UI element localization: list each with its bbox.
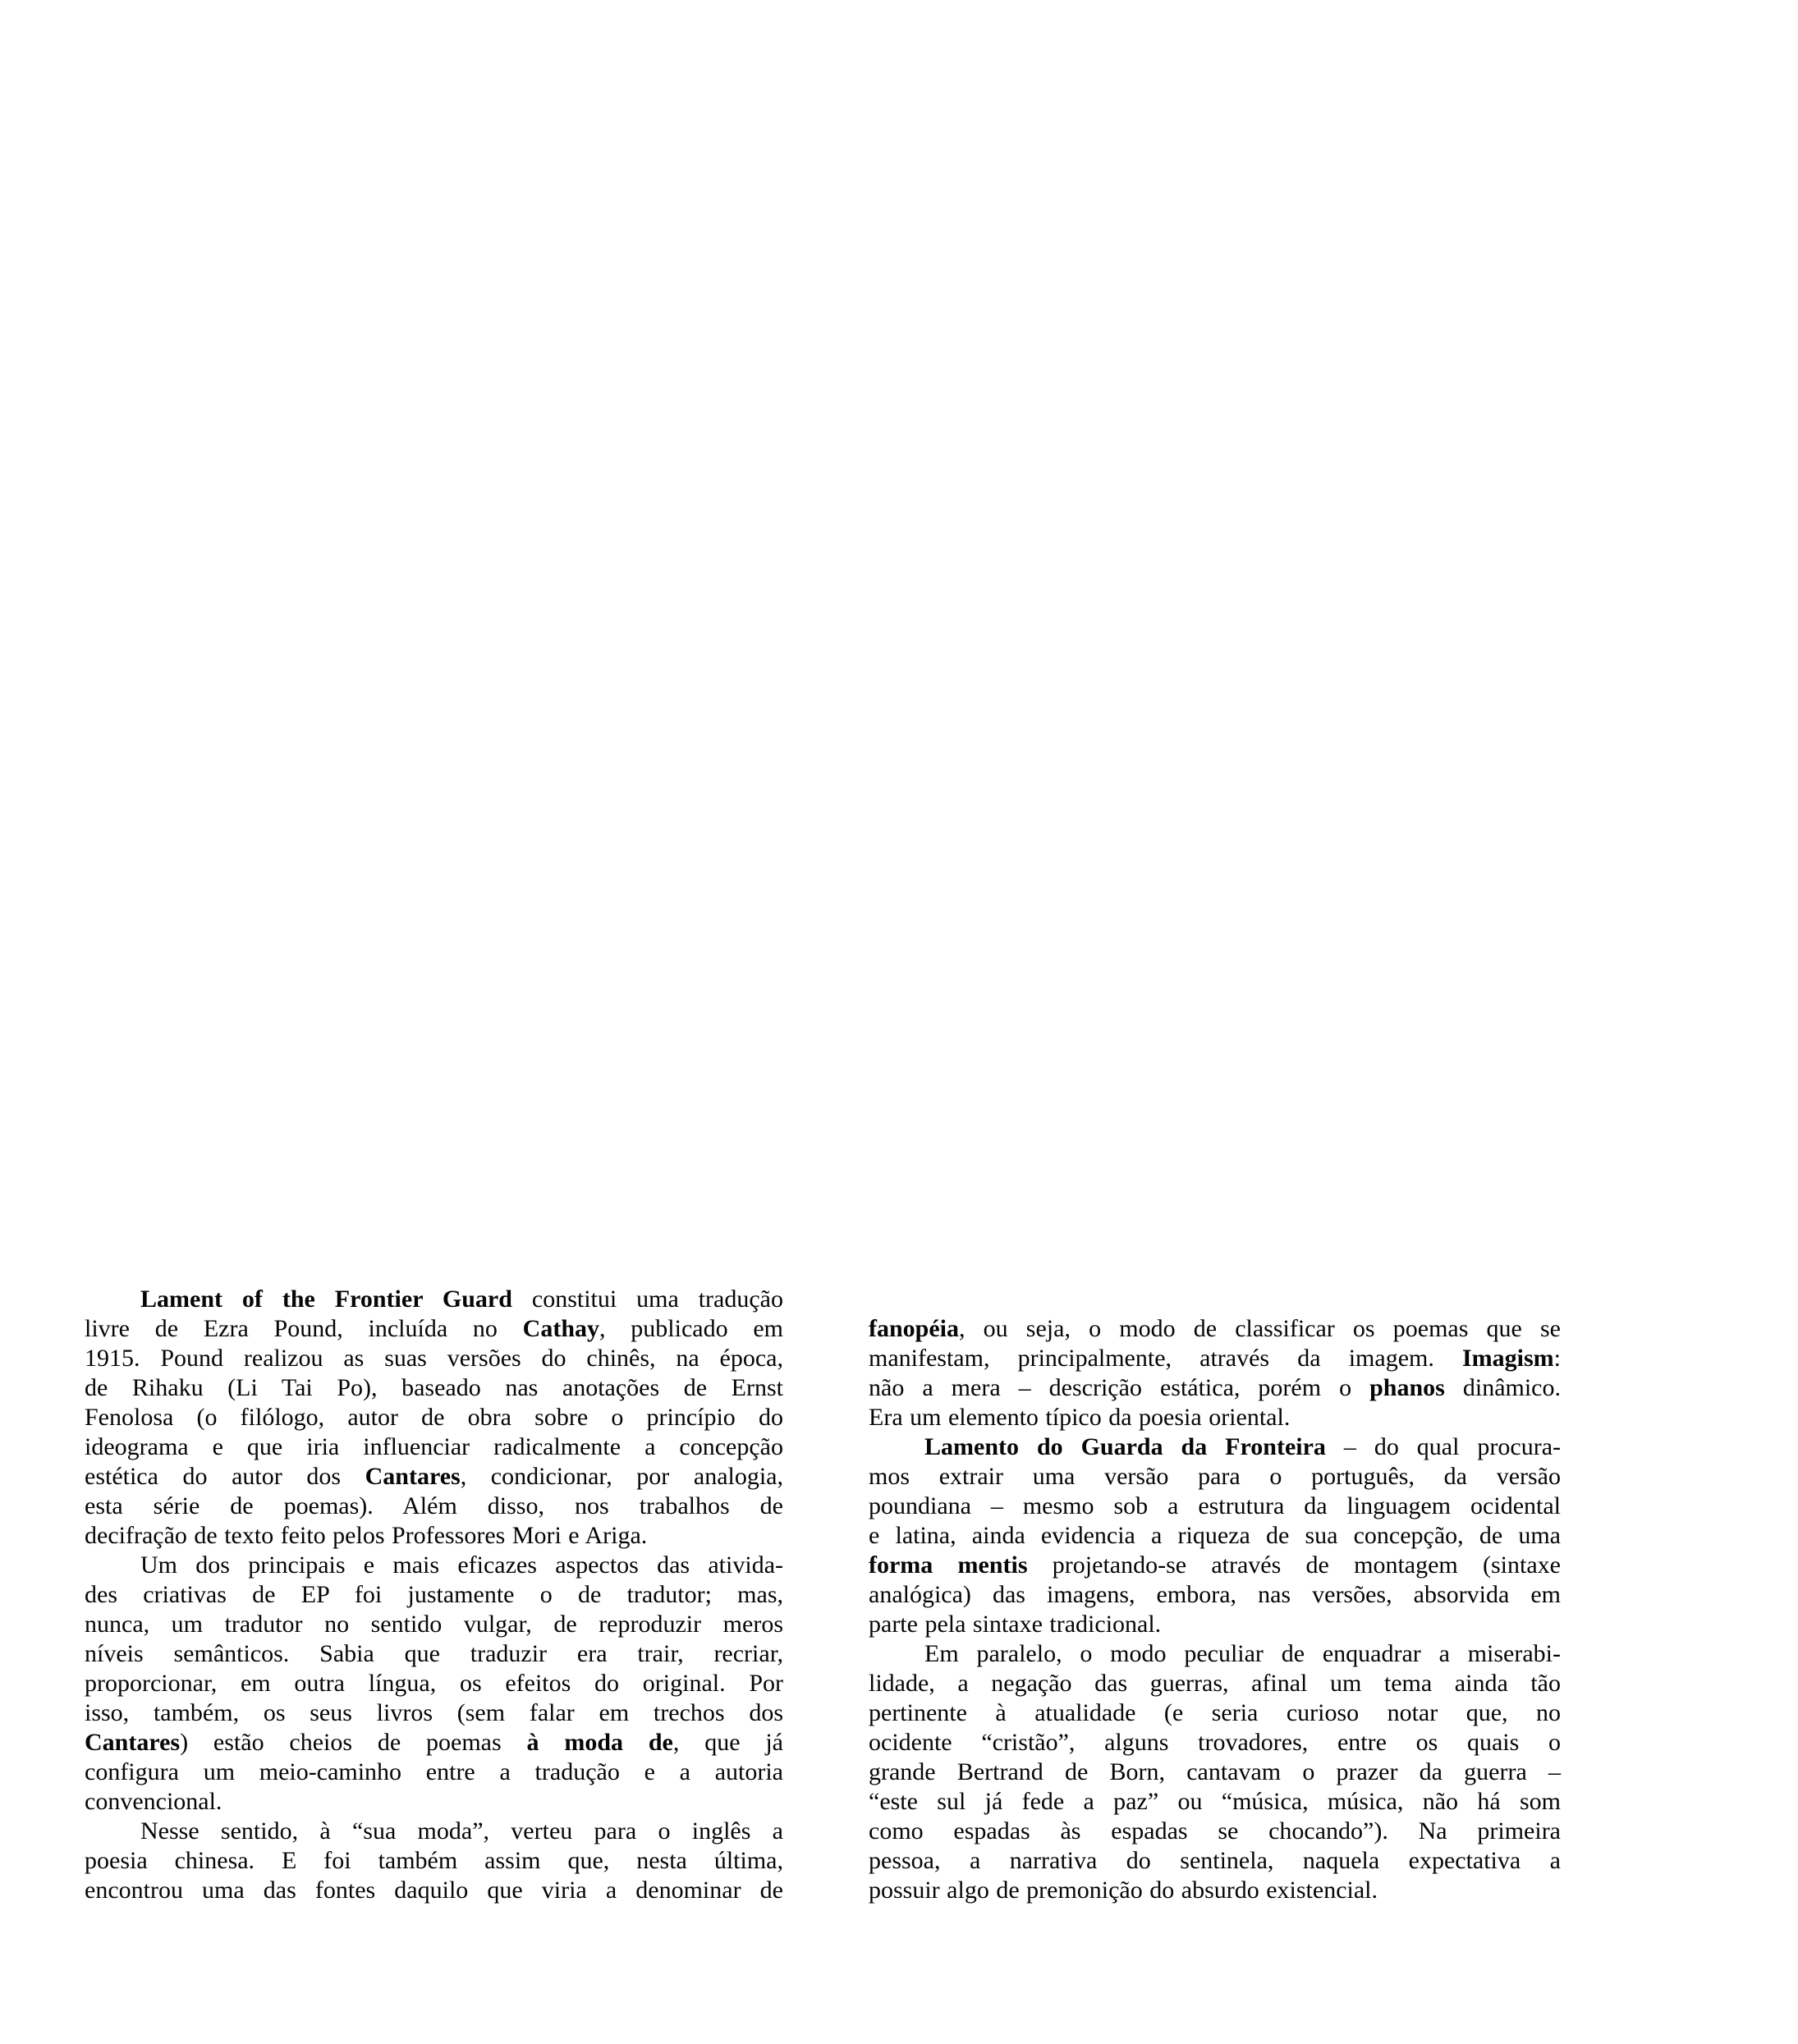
text-line: Em paralelo, o modo peculiar de enquadrar a miserabi-	[924, 1640, 1561, 1667]
text-line: não a mera – descrição estática, porém o phanos dinâmico.	[869, 1374, 1562, 1401]
text-line: “este sul já fede a paz” ou “música, música, não há som	[869, 1788, 1561, 1815]
text-line: estética do autor dos Cantares, condicionar, por analogia,	[85, 1463, 783, 1490]
bold-text: à moda de	[526, 1729, 673, 1756]
text-line: Cantares) estão cheios de poemas à moda de, que já	[85, 1729, 783, 1756]
text-line: possuir algo de premonição do absurdo existencial.	[869, 1877, 1378, 1904]
text-line: manifestam, principalmente, através da imagem. Imagism:	[869, 1345, 1561, 1372]
right-column	[869, 1314, 1561, 1905]
left-column	[85, 1285, 783, 1905]
text-line: Era um elemento típico da poesia oriental.	[869, 1404, 1291, 1431]
text-line: configura um meio-caminho entre a tradução e a autoria	[85, 1758, 783, 1785]
text-line: proporcionar, em outra língua, os efeitos do original. Por	[85, 1670, 783, 1697]
bold-text: Cathay	[522, 1315, 600, 1342]
text-line: decifração de texto feito pelos Professores Mori e Ariga.	[85, 1522, 648, 1549]
text-line: des criativas de EP foi justamente o de tradutor; mas,	[85, 1581, 783, 1608]
bold-text: Imagism	[1461, 1345, 1554, 1372]
bold-text: Cantares	[365, 1463, 461, 1490]
text-line: grande Bertrand de Born, cantavam o prazer da guerra –	[869, 1758, 1561, 1785]
text-line: como espadas às espadas se chocando”). Na primeira	[869, 1817, 1561, 1845]
text-line: pertinente à atualidade (e seria curioso notar que, no	[869, 1699, 1561, 1726]
text-line: nunca, um tradutor no sentido vulgar, de reproduzir meros	[85, 1611, 783, 1638]
bold-text: Cantares	[85, 1729, 181, 1756]
text-line: mos extrair uma versão para o português, da versão	[869, 1463, 1561, 1490]
text-line: poesia chinesa. E foi também assim que, nesta última,	[85, 1847, 783, 1874]
text-line: livre de Ezra Pound, incluída no Cathay, publicado em	[85, 1315, 784, 1342]
text-line: forma mentis projetando-se através de montagem (sintaxe	[869, 1551, 1561, 1579]
text-line: parte pela sintaxe tradicional.	[869, 1611, 1162, 1638]
text-line: fanopéia, ou seja, o modo de classificar os poemas que se	[869, 1315, 1561, 1342]
text-line: Nesse sentido, à “sua moda”, verteu para o inglês a	[140, 1817, 783, 1845]
text-line: níveis semânticos. Sabia que traduzir era trair, recriar,	[85, 1640, 783, 1667]
text-line: pessoa, a narrativa do sentinela, naquela expectativa a	[869, 1847, 1561, 1874]
bold-text: phanos	[1369, 1374, 1445, 1401]
bold-text: forma mentis	[869, 1551, 1028, 1579]
text-line: de Rihaku (Li Tai Po), baseado nas anotações de Ernst	[85, 1374, 783, 1401]
text-line: analógica) das imagens, embora, nas versões, absorvida em	[869, 1581, 1561, 1608]
text-line: poundiana – mesmo sob a estrutura da linguagem ocidental	[869, 1492, 1561, 1519]
text-line: convencional.	[85, 1788, 222, 1815]
text-line: ideograma e que iria influenciar radicalmente a concepção	[85, 1433, 783, 1460]
text-line: Lament of the Frontier Guard constitui uma tradução	[140, 1286, 783, 1313]
text-line: esta série de poemas). Além disso, nos trabalhos de	[85, 1492, 783, 1519]
text-line: Fenolosa (o filólogo, autor de obra sobre o princípio do	[85, 1404, 783, 1431]
bold-text: Lamento do Guarda da Fronteira	[924, 1433, 1326, 1460]
text-line: lidade, a negação das guerras, afinal um tema ainda tão	[869, 1670, 1561, 1697]
text-line: e latina, ainda evidencia a riqueza de sua concepção, de uma	[869, 1522, 1561, 1549]
bold-text: Lament of the Frontier Guard	[140, 1286, 512, 1313]
text-line: encontrou uma das fontes daquilo que viria a denominar de	[85, 1877, 783, 1904]
text-line: ocidente “cristão”, alguns trovadores, entre os quais o	[869, 1729, 1561, 1756]
text-line: isso, também, os seus livros (sem falar em trechos dos	[85, 1699, 783, 1726]
text-line: Lamento do Guarda da Fronteira – do qual procura-	[924, 1433, 1561, 1460]
bold-text: fanopéia	[869, 1315, 960, 1342]
text-line: 1915. Pound realizou as suas versões do chinês, na época,	[85, 1345, 783, 1372]
text-line: Um dos principais e mais eficazes aspectos das ativida-	[140, 1551, 783, 1579]
